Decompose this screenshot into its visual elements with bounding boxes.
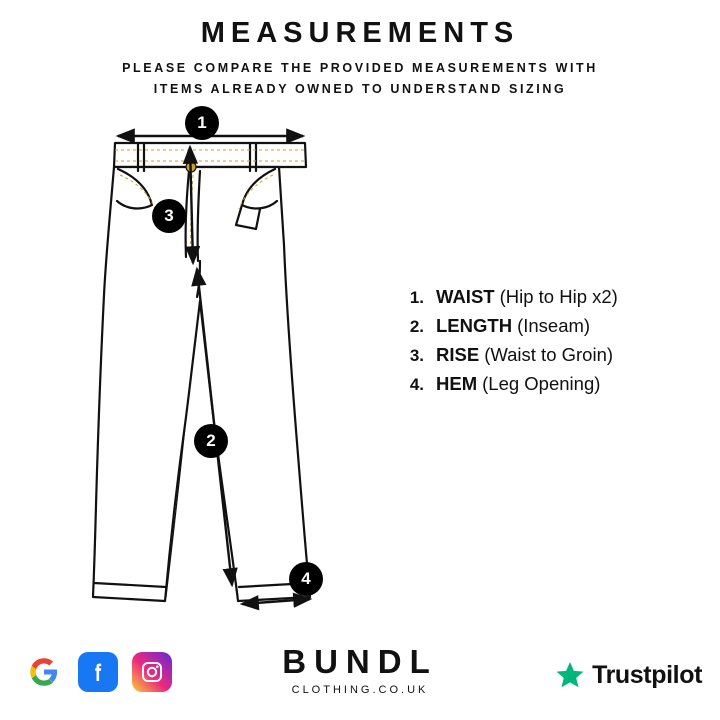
subtitle-line-1: PLEASE COMPARE THE PROVIDED MEASUREMENTS WITH	[122, 60, 598, 75]
legend-desc-rise: (Waist to Groin)	[484, 344, 614, 365]
jeans-diagram	[60, 105, 390, 625]
legend-item-hem	[398, 373, 698, 395]
jeans-technical-drawing-svg	[60, 105, 390, 625]
trustpilot-badge[interactable]	[555, 660, 702, 690]
legend-number-3: 3.	[409, 346, 424, 365]
callout-badge-1: 1	[185, 106, 219, 140]
legend-desc-waist: (Hip to Hip x2)	[499, 286, 618, 307]
footer	[0, 630, 720, 702]
callout-badge-3: 3	[152, 199, 186, 233]
legend-desc-length: (Inseam)	[517, 315, 591, 336]
legend-number-1: 1.	[409, 288, 424, 307]
legend-desc-hem: (Leg Opening)	[482, 373, 601, 394]
page-subtitle	[0, 58, 720, 99]
trustpilot-label: Trustpilot	[592, 660, 702, 689]
brand-domain: CLOTHING.CO.UK	[291, 684, 429, 696]
subtitle-line-2: ITEMS ALREADY OWNED TO UNDERSTAND SIZING	[153, 81, 567, 96]
legend-label-waist: WAIST	[436, 286, 495, 307]
brand-name: BUNDL	[282, 643, 438, 680]
legend-number-4: 4.	[409, 375, 424, 394]
callout-badge-4: 4	[289, 562, 323, 596]
legend-item-rise	[398, 344, 698, 366]
legend-label-rise: RISE	[436, 344, 480, 365]
page-title: MEASUREMENTS	[200, 17, 520, 49]
legend-label-hem: HEM	[436, 373, 478, 394]
legend-item-waist	[398, 286, 698, 308]
callout-badge-2: 2	[194, 424, 228, 458]
legend-number-2: 2.	[409, 317, 424, 336]
trustpilot-star-icon	[555, 660, 585, 690]
legend-item-length	[398, 315, 698, 337]
measurement-legend	[398, 286, 698, 402]
header	[0, 18, 720, 99]
legend-label-length: LENGTH	[436, 315, 513, 336]
